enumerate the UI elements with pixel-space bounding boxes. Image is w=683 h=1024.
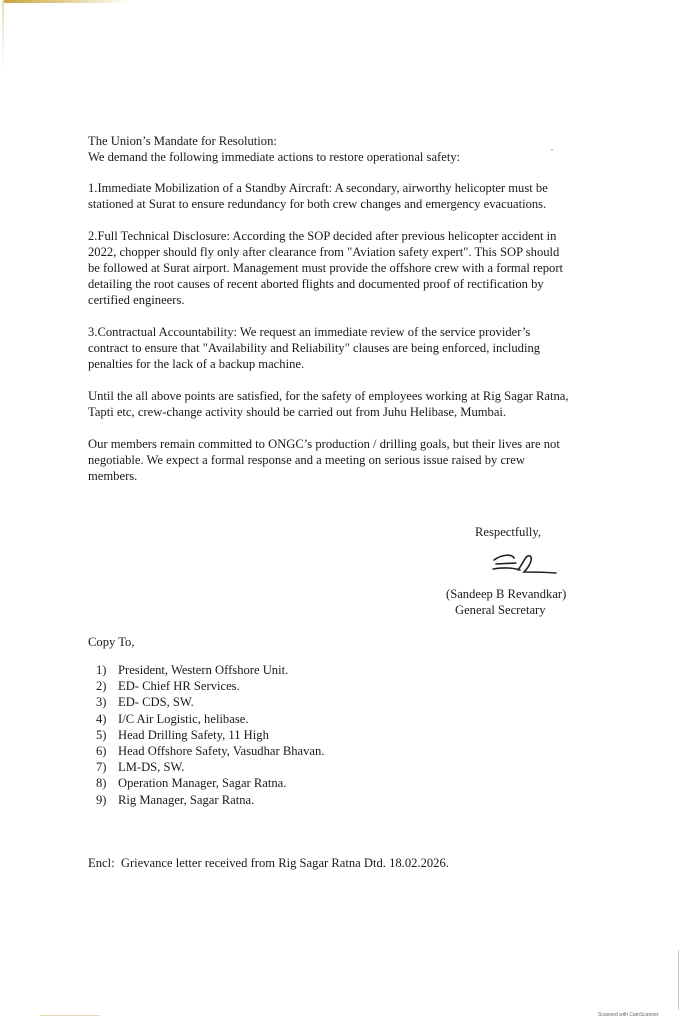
list-item [96, 775, 324, 791]
list-text: Operation Manager, Sagar Ratna. [118, 776, 287, 791]
demand-point-1 [88, 180, 584, 212]
list-number: 4) [96, 711, 107, 726]
list-number: 6) [96, 744, 107, 759]
list-number: 9) [96, 792, 107, 807]
list-text: Rig Manager, Sagar Ratna. [118, 792, 255, 807]
list-item [96, 678, 324, 694]
point-2-line: be followed at Surat airport. Management must provide the offshore crew with a formal report [88, 261, 564, 275]
list-item [96, 792, 324, 808]
intro-text: We demand the following immediate actions to restore operational safety: [88, 150, 461, 164]
list-text: ED- CDS, SW. [118, 695, 194, 710]
heading-text: The Union’s Mandate for Resolution: [88, 134, 277, 148]
closing-line: negotiable. We expect a formal response and a meeting on serious issue raised by crew [88, 453, 525, 467]
list-text: LM-DS, SW. [118, 760, 185, 775]
salutation: Respectfully, [475, 525, 541, 539]
list-number: 8) [96, 776, 107, 791]
list-text: Head Offshore Safety, Vasudhar Bhavan. [118, 744, 325, 759]
scan-speck [551, 149, 553, 151]
point-2-line: 2022, chopper should fly only after clearance from "Aviation safety expert". This SOP should [88, 245, 560, 259]
until-paragraph [88, 388, 584, 420]
point-2-line: certified engineers. [88, 293, 185, 307]
point-3-line: 3.Contractual Accountability: We request an immediate review of the service provider’s [88, 325, 531, 339]
signature-icon [490, 550, 560, 576]
signatory-name: (Sandeep B Revandkar) [446, 587, 567, 601]
list-number: 3) [96, 695, 107, 710]
point-1-line: 1.Immediate Mobilization of a Standby Aircraft: A secondary, airworthy helicopter must be [88, 181, 548, 195]
demand-point-2 [88, 228, 584, 308]
point-2-line: 2.Full Technical Disclosure: According the SOP decided after previous helicopter accident in [88, 229, 557, 243]
closing-line: Our members remain committed to ONGC’s production / drilling goals, but their lives are not [88, 437, 560, 451]
scan-edge-right [678, 950, 679, 1010]
point-2-line: detailing the root causes of recent aborted flights and documented proof of rectification by [88, 277, 544, 291]
list-number: 1) [96, 663, 107, 677]
signatory-title: General Secretary [455, 603, 546, 617]
until-line: Tapti etc, crew-change activity should be carried out from Juhu Helibase, Mumbai. [88, 405, 507, 419]
list-number: 7) [96, 760, 107, 775]
point-3-line: contract to ensure that "Availability and Reliability" clauses are being enforced, including [88, 341, 541, 355]
list-item [96, 662, 324, 678]
scan-edge-left [2, 0, 4, 70]
list-item [96, 759, 324, 775]
list-item [96, 743, 324, 759]
scan-edge-top [2, 0, 130, 3]
list-number: 2) [96, 679, 107, 694]
letter-heading [88, 133, 460, 165]
point-3-line: penalties for the lack of a backup machine. [88, 357, 305, 371]
copy-to-list [96, 662, 324, 808]
list-number: 5) [96, 727, 107, 742]
closing-paragraph [88, 436, 584, 484]
list-item [96, 727, 324, 743]
list-text: I/C Air Logistic, helibase. [118, 711, 249, 726]
closing-line: members. [88, 469, 138, 483]
demand-point-3 [88, 324, 584, 372]
list-item [96, 711, 324, 727]
scan-edge-bottom [40, 1015, 100, 1016]
enclosure-note: Encl: Grievance letter received from Rig Sagar Ratna Dtd. 18.02.2026. [88, 856, 449, 870]
list-item [96, 694, 324, 710]
list-text: ED- Chief HR Services. [118, 679, 240, 694]
copy-to-label: Copy To, [88, 635, 135, 649]
list-text: President, Western Offshore Unit. [118, 663, 289, 677]
list-text: Head Drilling Safety, 11 High [118, 727, 269, 742]
camscanner-watermark: Scanned with CamScanner [598, 1012, 659, 1018]
point-1-line: stationed at Surat to ensure redundancy for both crew changes and emergency evacuations. [88, 197, 547, 211]
until-line: Until the all above points are satisfied, for the safety of employees working at Rig Sagar Ratna, [88, 389, 569, 403]
